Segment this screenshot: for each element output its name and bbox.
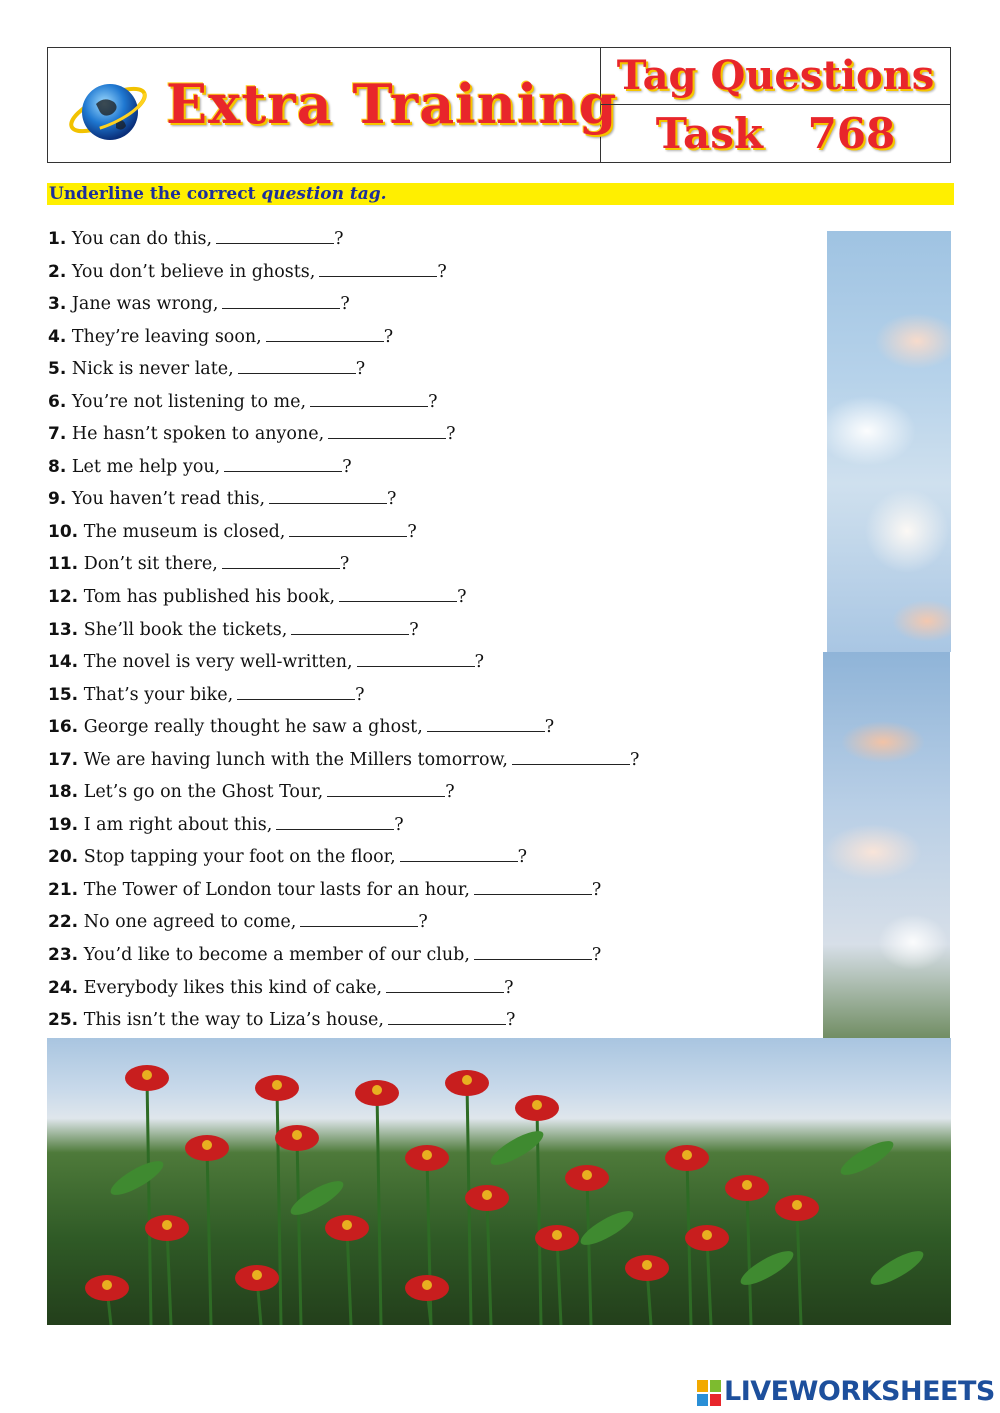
question-number: 2.: [48, 261, 67, 282]
question-text: You can do this,: [71, 229, 213, 249]
question-text: The Tower of London tour lasts for an hour,: [83, 879, 470, 900]
question-text: George really thought he saw a ghost,: [83, 717, 423, 738]
answer-blank[interactable]: [289, 522, 407, 537]
answer-blank[interactable]: [291, 620, 409, 635]
question-text: They’re leaving soon,: [71, 326, 262, 347]
footer-logo-text: LIVEWORKSHEETS: [724, 1376, 995, 1407]
question-number: 21.: [48, 879, 79, 900]
question-item: [48, 259, 808, 292]
question-mark: ?: [342, 456, 352, 477]
question-item: [48, 617, 808, 650]
sky-image-bottom: [823, 652, 950, 1042]
answer-blank[interactable]: [319, 262, 437, 277]
question-mark: ?: [387, 489, 397, 510]
question-item: [48, 584, 808, 617]
answer-blank[interactable]: [238, 359, 356, 374]
question-mark: ?: [428, 391, 438, 412]
question-text: The museum is closed,: [83, 521, 286, 542]
question-text: Let me help you,: [71, 456, 221, 477]
answer-blank[interactable]: [474, 945, 592, 960]
answer-blank[interactable]: [237, 685, 355, 700]
question-number: 5.: [48, 359, 67, 380]
question-mark: ?: [339, 554, 350, 575]
question-item: [48, 942, 808, 975]
question-mark: ?: [629, 749, 640, 770]
question-text: We are having lunch with the Millers tomorrow,: [83, 749, 508, 770]
question-item: [48, 682, 808, 715]
question-mark: ?: [407, 521, 417, 542]
answer-blank[interactable]: [222, 294, 340, 309]
question-text: I am right about this,: [83, 814, 273, 835]
worksheet-header: [47, 47, 951, 163]
answer-blank[interactable]: [222, 554, 340, 569]
question-number: 16.: [48, 717, 79, 738]
brand-title: Extra Training: [166, 72, 618, 136]
question-item: [48, 291, 808, 324]
answer-blank[interactable]: [328, 424, 446, 439]
question-number: 17.: [48, 749, 79, 770]
question-mark: ?: [445, 782, 455, 803]
instruction-emphasis: question tag.: [261, 184, 387, 204]
question-item: [48, 454, 808, 487]
question-text: You haven’t read this,: [71, 489, 266, 510]
question-text: The novel is very well-written,: [83, 652, 353, 673]
question-mark: ?: [334, 229, 344, 249]
answer-blank[interactable]: [224, 457, 342, 472]
question-mark: ?: [474, 652, 485, 673]
question-text: Don’t sit there,: [83, 554, 218, 575]
question-mark: ?: [437, 261, 447, 282]
question-number: 13.: [48, 619, 79, 640]
question-mark: ?: [544, 717, 555, 738]
answer-blank[interactable]: [216, 229, 334, 244]
answer-blank[interactable]: [512, 750, 630, 765]
question-number: 19.: [48, 814, 79, 835]
question-mark: ?: [409, 619, 419, 640]
question-item: [48, 1007, 808, 1040]
answer-blank[interactable]: [388, 1010, 506, 1025]
question-item: [48, 519, 808, 552]
question-item: [48, 779, 808, 812]
liveworksheets-icon: [697, 1380, 721, 1406]
question-item: [48, 226, 808, 259]
question-text: She’ll book the tickets,: [83, 619, 288, 640]
question-text: Tom has published his book,: [83, 587, 336, 608]
question-item: [48, 714, 808, 747]
answer-blank[interactable]: [474, 880, 592, 895]
question-text: You don’t believe in ghosts,: [71, 261, 316, 282]
answer-blank[interactable]: [386, 978, 504, 993]
question-number: 10.: [48, 521, 79, 542]
question-list: [48, 226, 808, 1040]
question-text: Jane was wrong,: [71, 294, 219, 315]
question-item: [48, 747, 808, 780]
instruction-text: Underline the correct: [49, 184, 262, 204]
liveworksheets-logo[interactable]: [697, 1376, 995, 1410]
question-mark: ?: [505, 1010, 516, 1031]
question-text: That’s your bike,: [83, 684, 234, 705]
question-text: He hasn’t spoken to anyone,: [71, 424, 325, 445]
answer-blank[interactable]: [266, 327, 384, 342]
question-item: [48, 877, 808, 910]
question-item: [48, 909, 808, 942]
answer-blank[interactable]: [400, 847, 518, 862]
question-number: 11.: [48, 554, 79, 575]
question-text: Stop tapping your foot on the floor,: [83, 847, 396, 868]
question-number: 12.: [48, 587, 79, 608]
question-number: 25.: [48, 1010, 79, 1031]
question-item: [48, 551, 808, 584]
question-text: Everybody likes this kind of cake,: [83, 977, 383, 998]
question-item: [48, 356, 808, 389]
task-number: Task 768: [655, 109, 896, 158]
question-item: [48, 975, 808, 1008]
question-number: 23.: [48, 945, 79, 966]
question-text: You’re not listening to me,: [71, 391, 307, 412]
question-mark: ?: [457, 587, 467, 608]
question-number: 8.: [48, 456, 67, 477]
question-number: 24.: [48, 977, 79, 998]
question-text: Let’s go on the Ghost Tour,: [83, 782, 324, 803]
globe-icon: [66, 74, 150, 146]
question-mark: ?: [446, 424, 456, 445]
question-number: 14.: [48, 652, 79, 673]
question-number: 22.: [48, 912, 79, 933]
answer-blank[interactable]: [327, 782, 445, 797]
question-mark: ?: [355, 684, 365, 705]
question-mark: ?: [383, 326, 394, 347]
question-item: [48, 649, 808, 682]
question-mark: ?: [355, 359, 366, 380]
question-item: [48, 389, 808, 422]
question-number: 3.: [48, 294, 67, 315]
question-number: 15.: [48, 684, 79, 705]
question-number: 9.: [48, 489, 67, 510]
question-number: 1.: [48, 229, 67, 249]
answer-blank[interactable]: [357, 652, 475, 667]
question-mark: ?: [517, 847, 528, 868]
task-title-area: [601, 48, 950, 162]
question-mark: ?: [504, 977, 514, 998]
question-number: 7.: [48, 424, 67, 445]
question-number: 4.: [48, 326, 67, 347]
answer-blank[interactable]: [427, 717, 545, 732]
instruction-bar: [47, 183, 954, 205]
question-text: This isn’t the way to Liza’s house,: [83, 1010, 384, 1031]
question-number: 18.: [48, 782, 79, 803]
question-text: No one agreed to come,: [83, 912, 297, 933]
flower-garden-image: [47, 1038, 951, 1325]
brand-area: [48, 48, 618, 162]
question-item: [48, 844, 808, 877]
answer-blank[interactable]: [269, 489, 387, 504]
question-mark: ?: [394, 814, 404, 835]
question-text: You’d like to become a member of our club,: [83, 945, 470, 966]
answer-blank[interactable]: [276, 815, 394, 830]
answer-blank[interactable]: [310, 392, 428, 407]
question-item: [48, 421, 808, 454]
question-item: [48, 486, 808, 519]
question-item: [48, 324, 808, 357]
question-mark: ?: [418, 912, 428, 933]
answer-blank[interactable]: [300, 912, 418, 927]
question-number: 6.: [48, 391, 67, 412]
question-mark: ?: [340, 294, 350, 315]
question-mark: ?: [591, 879, 602, 900]
question-number: 20.: [48, 847, 79, 868]
question-mark: ?: [591, 945, 602, 966]
question-item: [48, 812, 808, 845]
sky-image-top: [827, 231, 951, 652]
answer-blank[interactable]: [339, 587, 457, 602]
question-text: Nick is never late,: [71, 359, 234, 380]
worksheet-topic: Tag Questions: [601, 48, 950, 105]
